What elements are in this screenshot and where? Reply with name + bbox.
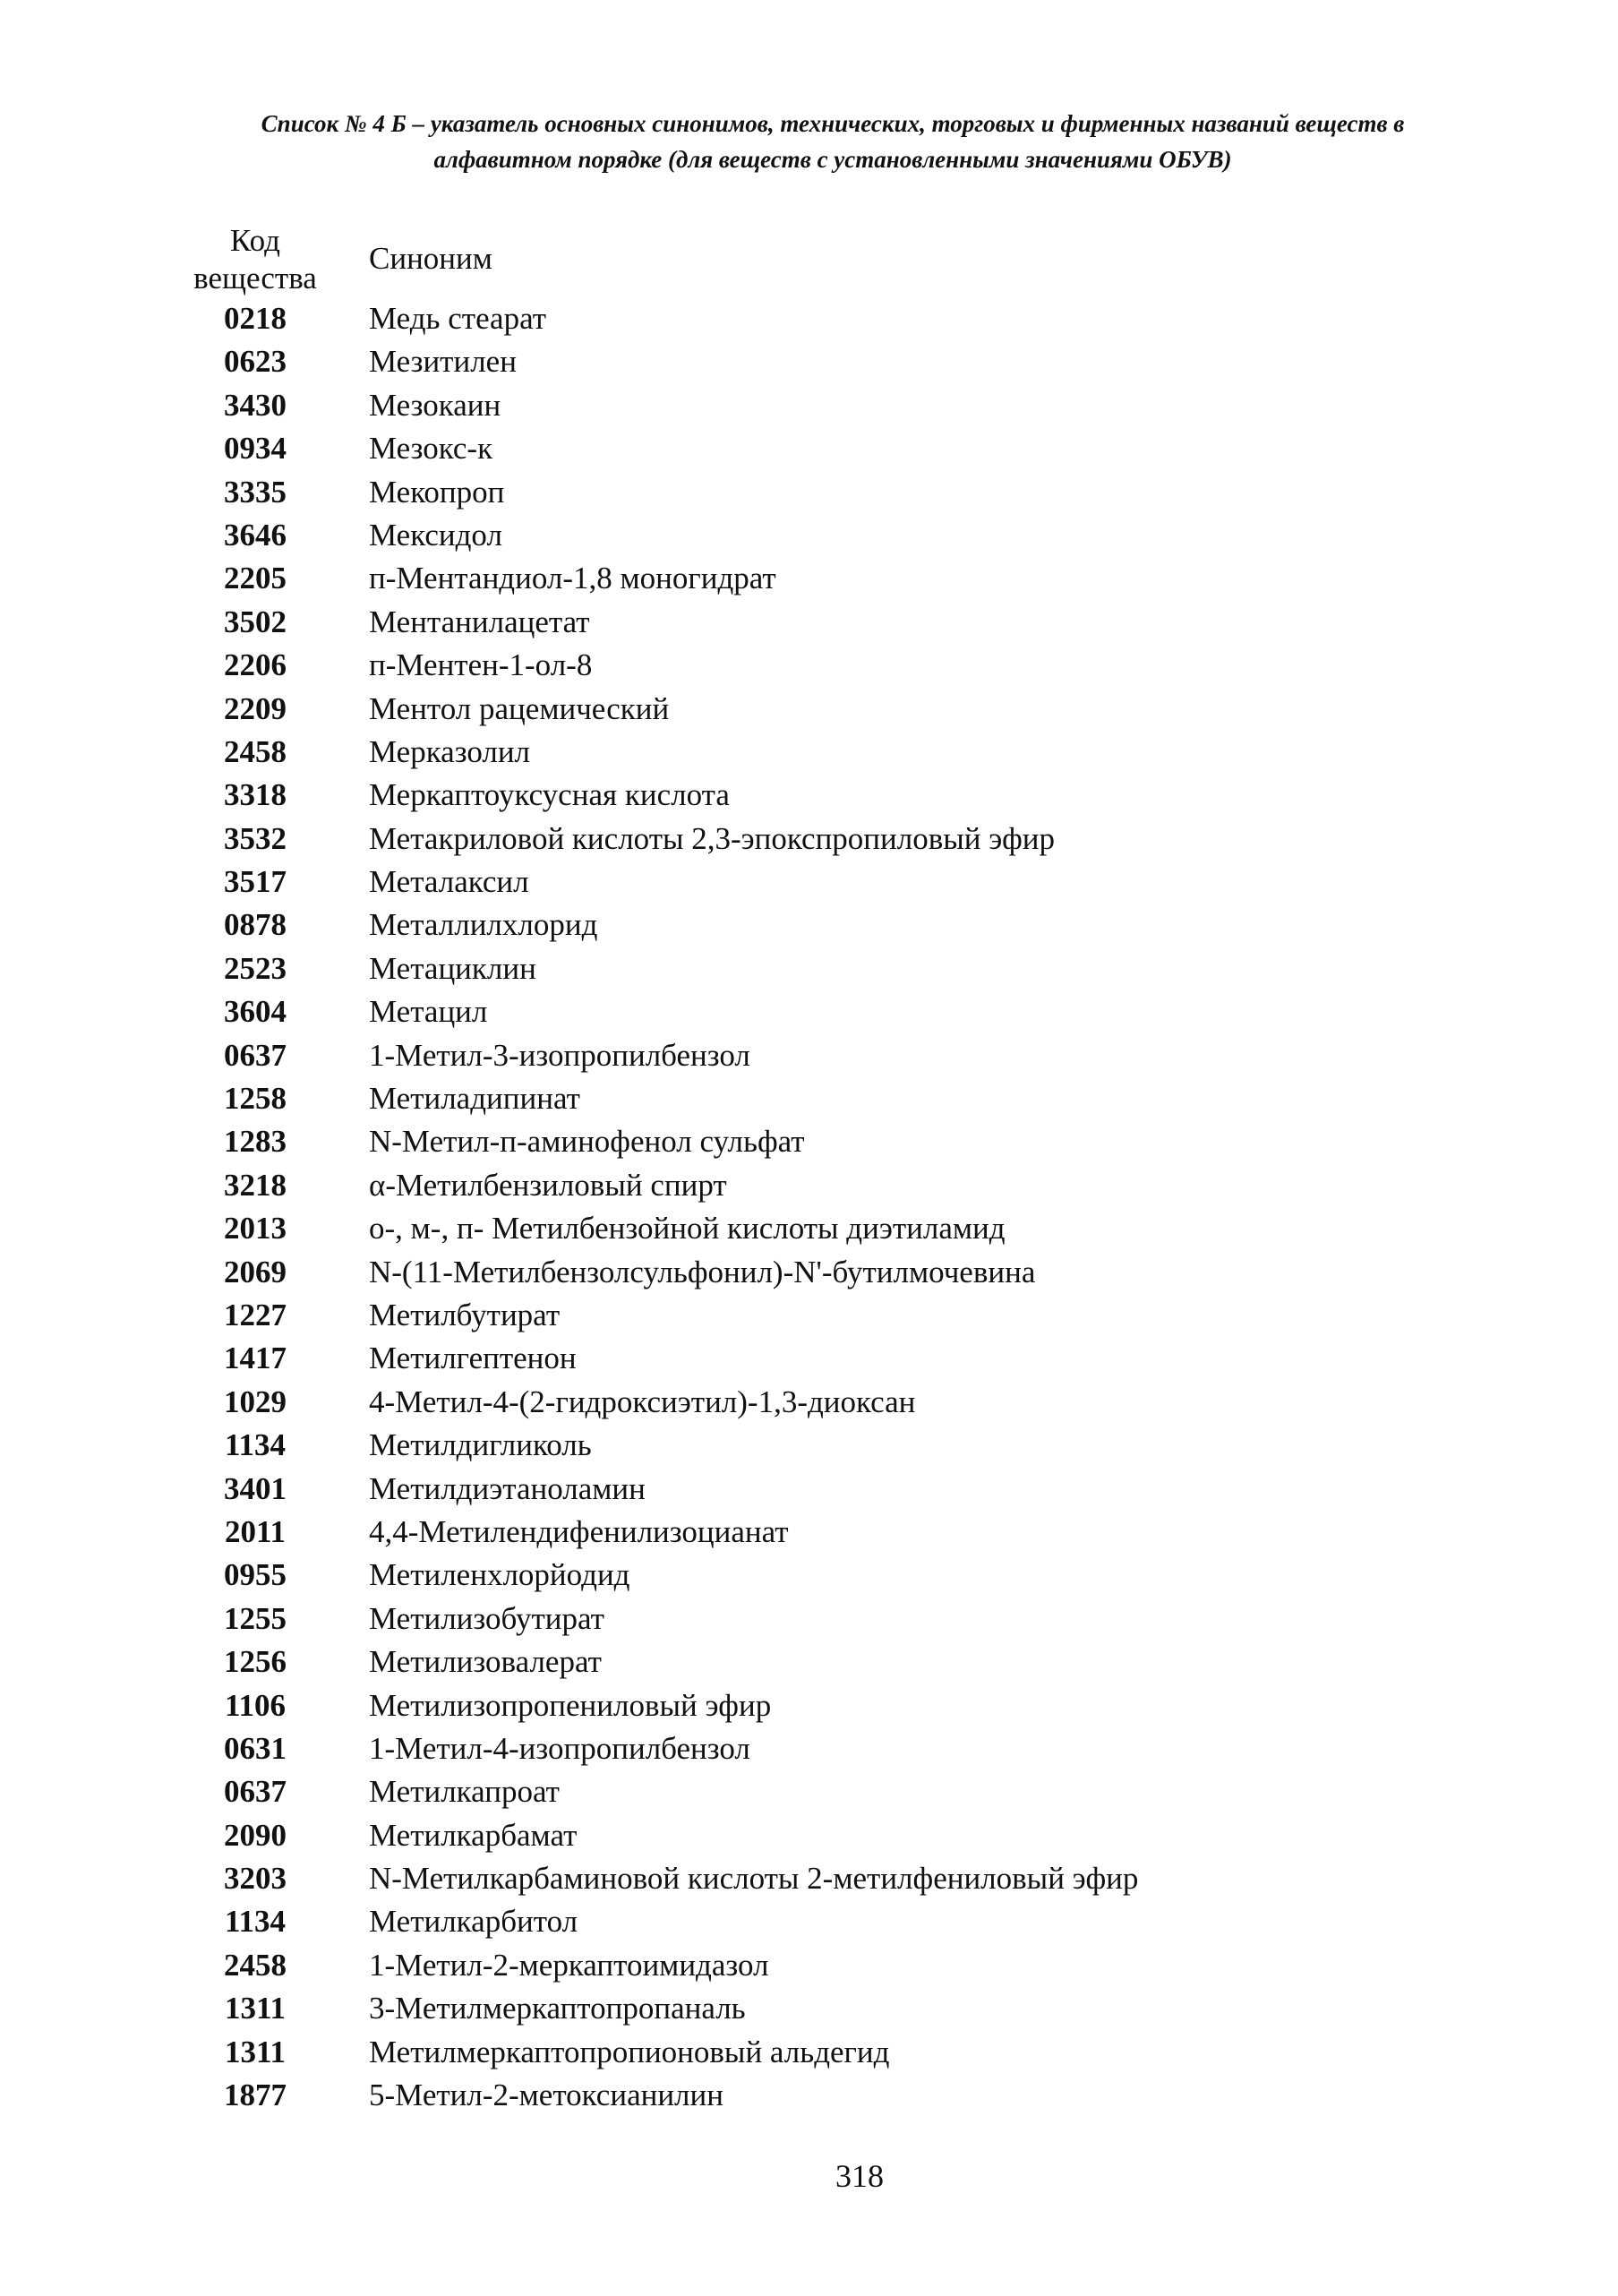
- table-row: [188, 1684, 1531, 1727]
- synonym-text: п-Ментандиол-1,8 моногидрат: [369, 561, 776, 596]
- synonym-text: Медь стеарат: [369, 301, 547, 336]
- synonym-text: Метилгептенон: [369, 1341, 577, 1376]
- substance-code: 1134: [224, 1427, 287, 1463]
- synonym-text: α-Метилбензиловый спирт: [369, 1167, 727, 1203]
- synonym-text: N-(11-Метилбензолсульфонил)-N'-бутилмочевина: [369, 1254, 1036, 1289]
- table-row: [188, 1900, 1531, 1943]
- substance-code: 0955: [224, 1557, 287, 1593]
- table-row: [188, 904, 1531, 947]
- column-header-code: [188, 222, 322, 297]
- substance-code: 1311: [224, 1991, 287, 2026]
- synonym-text: п-Ментен-1-ол-8: [369, 647, 593, 683]
- substance-code: 2458: [224, 733, 287, 769]
- table-row: [188, 1337, 1531, 1380]
- substance-code: 2458: [224, 1947, 287, 1983]
- synonym-text: 4,4-Метилендифенилизоцианат: [369, 1513, 789, 1549]
- synonym-text: Метакриловой кислоты 2,3-эпокспропиловый эфир: [369, 820, 1055, 856]
- column-header-code-line-1: Код: [230, 223, 280, 258]
- substance-code: 2205: [224, 561, 287, 596]
- synonym-text: Метациклин: [369, 950, 536, 986]
- table-row: [188, 1770, 1531, 1813]
- synonym-text: 1-Метил-4-изопропилбензол: [369, 1730, 750, 1766]
- substance-code: 0637: [224, 1037, 287, 1073]
- table-row: [188, 1727, 1531, 1770]
- synonym-text: Метилизобутират: [369, 1600, 604, 1636]
- table-row: [188, 1814, 1531, 1857]
- table-row: [188, 688, 1531, 731]
- table-row: [188, 384, 1531, 427]
- table-row: [188, 1120, 1531, 1163]
- table-row: [188, 1944, 1531, 1987]
- substance-code: 3430: [224, 387, 287, 423]
- synonym-text: 4-Метил-4-(2-гидроксиэтил)-1,3-диоксан: [369, 1384, 916, 1419]
- substance-code: 0623: [224, 344, 287, 380]
- table-row: [188, 990, 1531, 1033]
- title-line-1: Список № 4 Б – указатель основных синонимов, технических, торговых и фирменных названий веществ в: [261, 110, 1405, 137]
- substance-code: 1029: [224, 1384, 287, 1419]
- synonym-text: 5-Метил-2-метоксианилин: [369, 2078, 723, 2113]
- synonym-text: 1-Метил-2-меркаптоимидазол: [369, 1947, 769, 1983]
- synonym-text: Метилдигликоль: [369, 1427, 592, 1463]
- synonym-text: Метилдиэтаноламин: [369, 1470, 646, 1506]
- synonym-text: Метиленхлорйодид: [369, 1557, 630, 1593]
- table-row: [188, 557, 1531, 600]
- synonym-text: Метилмеркаптопропионовый альдегид: [369, 2034, 890, 2069]
- table-body: [188, 297, 1531, 2117]
- substance-code: 1258: [224, 1081, 287, 1117]
- table-row: [188, 644, 1531, 687]
- substance-code: 1417: [224, 1341, 287, 1376]
- synonym-text: Мекопроп: [369, 474, 505, 510]
- table-row: [188, 471, 1531, 514]
- substance-code: 0218: [224, 301, 287, 336]
- synonym-text: Мезокс-к: [369, 431, 493, 467]
- substance-code: 1283: [224, 1124, 287, 1160]
- substance-code: 0878: [224, 907, 287, 943]
- substance-code: 0934: [224, 431, 287, 467]
- table-row: [188, 1164, 1531, 1207]
- substance-code: 1106: [224, 1687, 287, 1723]
- synonym-text: о-, м-, п- Метилбензойной кислоты диэтиламид: [369, 1211, 1006, 1247]
- table-row: [188, 731, 1531, 774]
- table-row: [188, 1207, 1531, 1250]
- substance-code: 3401: [224, 1470, 287, 1506]
- synonym-text: Ментол рацемический: [369, 690, 670, 726]
- table-row: [188, 297, 1531, 340]
- table-row: [188, 1598, 1531, 1641]
- substance-code: 1877: [224, 2078, 287, 2113]
- synonym-text: Мезокаин: [369, 387, 501, 423]
- synonym-text: Метилизопропениловый эфир: [369, 1687, 772, 1723]
- substance-code: 1311: [224, 2034, 287, 2069]
- substance-code: 3318: [224, 777, 287, 813]
- synonym-table: [188, 215, 1531, 2117]
- table-row: [188, 1641, 1531, 1683]
- synonym-text: Ментанилацетат: [369, 604, 590, 639]
- table-row: [188, 1511, 1531, 1554]
- synonym-text: Мерказолил: [369, 733, 531, 769]
- title-line-2: алфавитном порядке (для веществ с установленными значениями ОБУВ): [433, 146, 1232, 173]
- synonym-text: Метацил: [369, 994, 488, 1030]
- synonym-text: Металаксил: [369, 864, 529, 900]
- table-row: [188, 1424, 1531, 1467]
- substance-code: 3604: [224, 994, 287, 1030]
- synonym-text: 3-Метилмеркаптопропаналь: [369, 1991, 746, 2026]
- table-row: [188, 1251, 1531, 1294]
- synonym-text: Мезитилен: [369, 344, 517, 380]
- substance-code: 2206: [224, 647, 287, 683]
- synonym-text: Метилкарбитол: [369, 1904, 578, 1940]
- substance-code: 3203: [224, 1861, 287, 1897]
- substance-code: 3532: [224, 820, 287, 856]
- table-row: [188, 1381, 1531, 1424]
- synonym-text: Метиладипинат: [369, 1081, 580, 1117]
- table-row: [188, 2074, 1531, 2117]
- table-row: [188, 774, 1531, 817]
- table-row: [188, 427, 1531, 470]
- synonym-text: Метилкапроат: [369, 1774, 560, 1810]
- table-row: [188, 514, 1531, 557]
- synonym-text: 1-Метил-3-изопропилбензол: [369, 1037, 750, 1073]
- table-row: [188, 340, 1531, 383]
- substance-code: 1255: [224, 1600, 287, 1636]
- substance-code: 0631: [224, 1730, 287, 1766]
- substance-code: 2069: [224, 1254, 287, 1289]
- table-row: [188, 2031, 1531, 2074]
- substance-code: 3517: [224, 864, 287, 900]
- substance-code: 3335: [224, 474, 287, 510]
- table-row: [188, 1857, 1531, 1900]
- synonym-text: N-Метил-п-аминофенол сульфат: [369, 1124, 805, 1160]
- table-row: [188, 1987, 1531, 2030]
- table-row: [188, 1294, 1531, 1337]
- synonym-text: Метилизовалерат: [369, 1644, 602, 1680]
- substance-code: 3646: [224, 517, 287, 553]
- substance-code: 1134: [224, 1904, 287, 1940]
- table-row: [188, 1034, 1531, 1077]
- synonym-text: Метилкарбамат: [369, 1817, 578, 1853]
- substance-code: 1256: [224, 1644, 287, 1680]
- synonym-text: Металлилхлорид: [369, 907, 598, 943]
- substance-code: 3218: [224, 1167, 287, 1203]
- substance-code: 2523: [224, 950, 287, 986]
- synonym-text: N-Метилкарбаминовой кислоты 2-метилфениловый эфир: [369, 1861, 1139, 1897]
- substance-code: 3502: [224, 604, 287, 639]
- table-row: [188, 818, 1531, 861]
- synonym-text: Мексидол: [369, 517, 502, 553]
- table-header: [188, 215, 1531, 297]
- substance-code: 2090: [224, 1817, 287, 1853]
- substance-code: 2011: [224, 1513, 287, 1549]
- table-row: [188, 947, 1531, 990]
- page-number: 318: [835, 2158, 884, 2194]
- table-row: [188, 1468, 1531, 1511]
- table-row: [188, 1077, 1531, 1120]
- column-header-code-line-2: вещества: [193, 261, 317, 296]
- substance-code: 2013: [224, 1211, 287, 1247]
- column-header-synonym: Синоним: [369, 241, 492, 276]
- synonym-text: Меркаптоуксусная кислота: [369, 777, 730, 813]
- table-row: [188, 1554, 1531, 1597]
- substance-code: 2209: [224, 690, 287, 726]
- table-row: [188, 601, 1531, 644]
- page-title: [134, 106, 1531, 177]
- table-row: [188, 861, 1531, 904]
- substance-code: 0637: [224, 1774, 287, 1810]
- substance-code: 1227: [224, 1297, 287, 1332]
- synonym-text: Метилбутират: [369, 1297, 561, 1332]
